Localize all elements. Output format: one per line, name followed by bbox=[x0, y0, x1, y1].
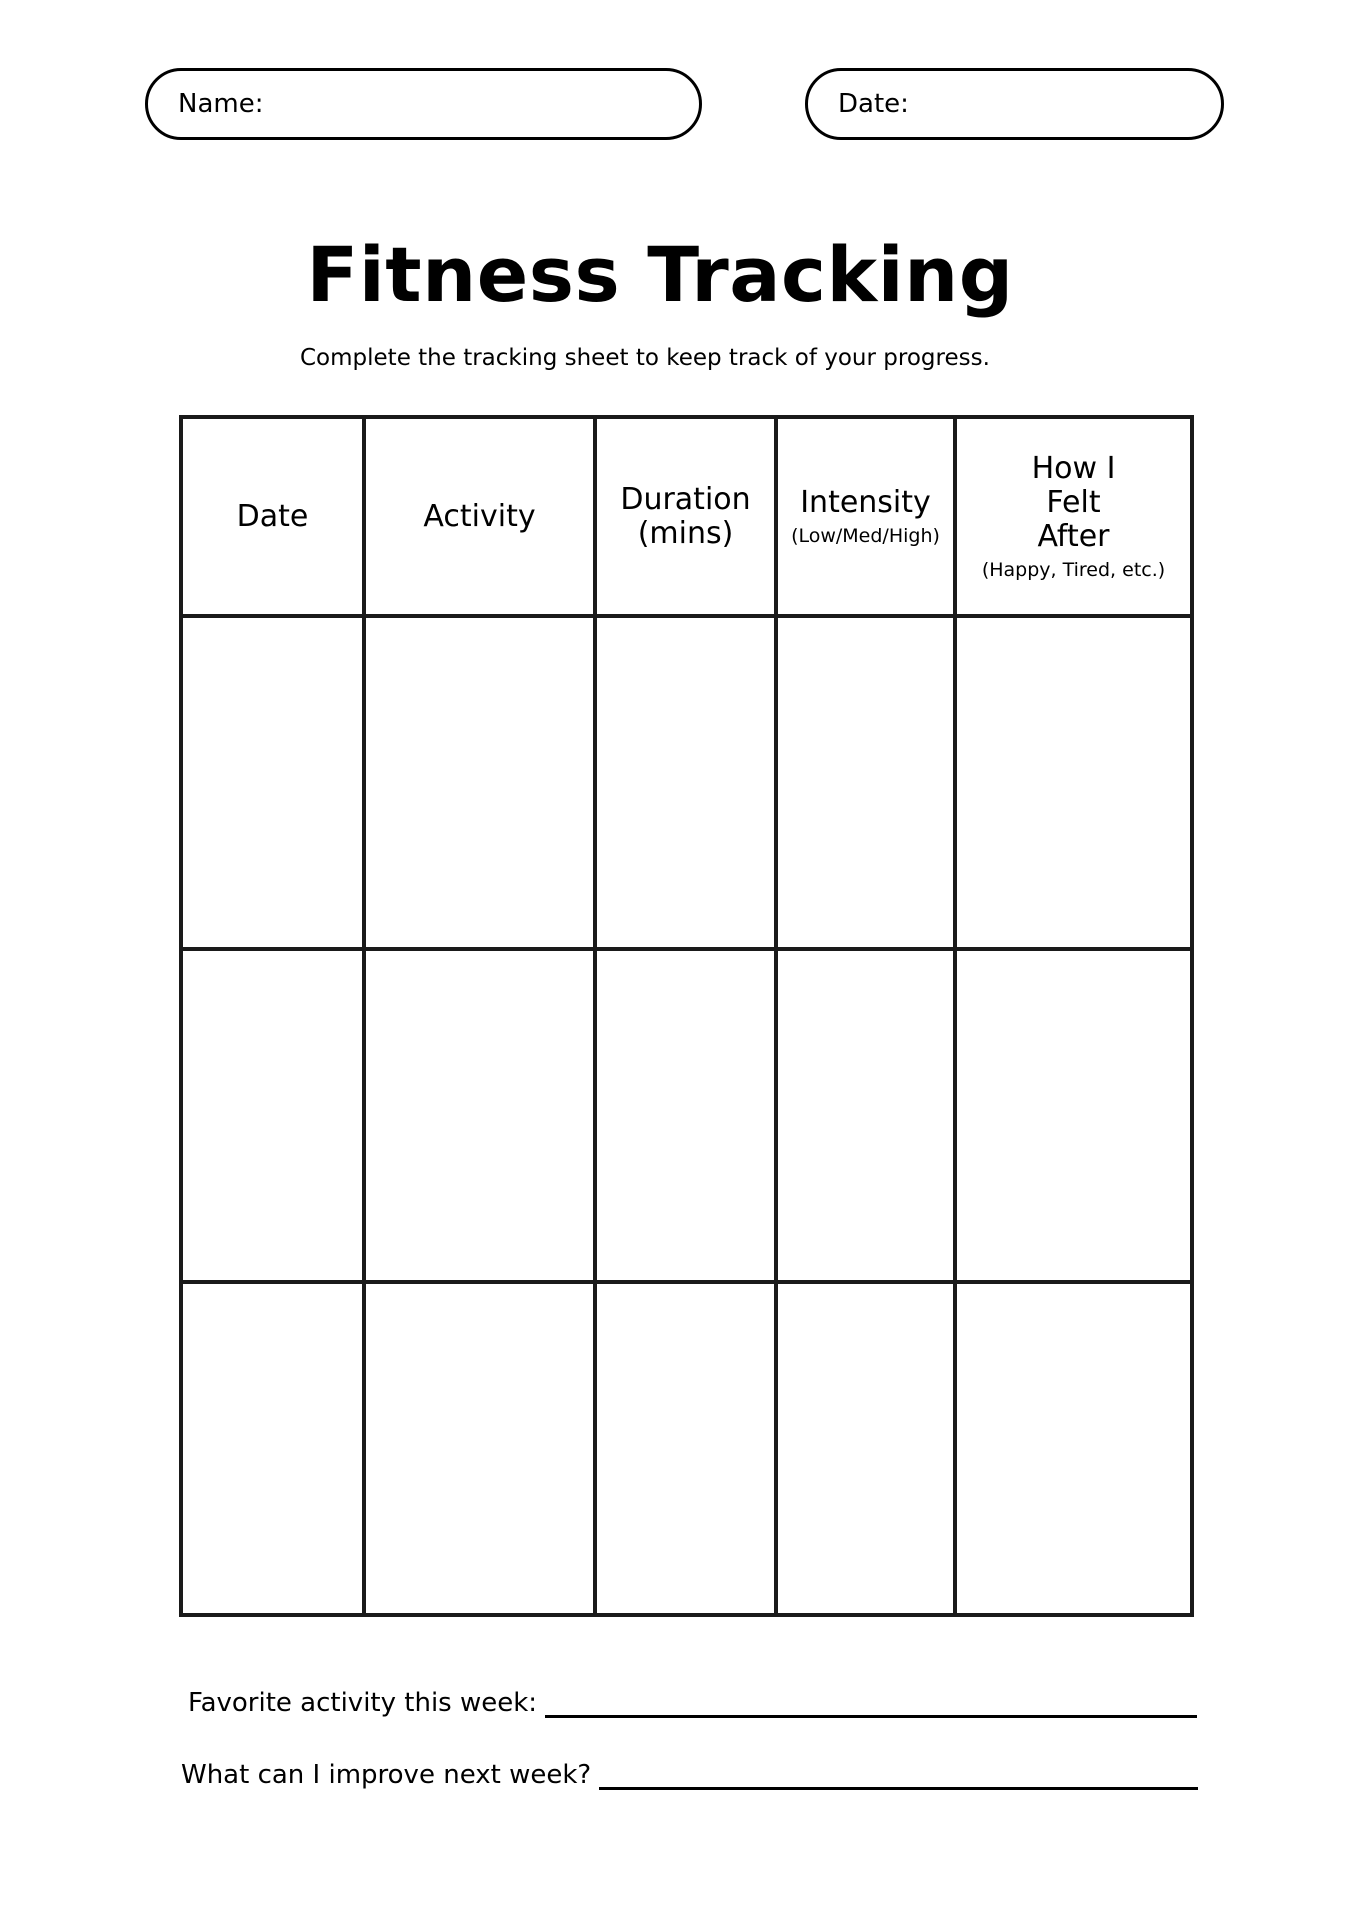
col-header-intensity bbox=[776, 417, 955, 616]
table-cell-duration[interactable] bbox=[595, 949, 776, 1282]
table-cell-date[interactable] bbox=[181, 949, 364, 1282]
date-field[interactable] bbox=[805, 68, 1224, 140]
table-cell-intensity[interactable] bbox=[776, 949, 955, 1282]
improve-label: What can I improve next week? bbox=[181, 1760, 592, 1790]
col-header-label: How I Felt After bbox=[1031, 450, 1116, 554]
favorite-activity-prompt bbox=[188, 1688, 1197, 1718]
favorite-activity-label: Favorite activity this week: bbox=[188, 1688, 538, 1718]
table-cell-felt[interactable] bbox=[955, 1282, 1192, 1615]
table-cell-date[interactable] bbox=[181, 1282, 364, 1615]
col-header-label: Activity bbox=[423, 498, 536, 534]
tracking-table bbox=[179, 415, 1194, 1617]
table-cell-intensity[interactable] bbox=[776, 616, 955, 949]
col-header-label: Duration (mins) bbox=[620, 481, 751, 551]
table-header-row bbox=[181, 417, 1192, 616]
col-header-sublabel: (Happy, Tired, etc.) bbox=[981, 558, 1166, 581]
table-cell-felt[interactable] bbox=[955, 949, 1192, 1282]
table-cell-activity[interactable] bbox=[364, 616, 595, 949]
col-header-activity bbox=[364, 417, 595, 616]
table-cell-activity[interactable] bbox=[364, 1282, 595, 1615]
col-header-label: Date bbox=[236, 498, 309, 534]
col-header-felt bbox=[955, 417, 1192, 616]
improve-answer-line[interactable] bbox=[599, 1761, 1198, 1790]
table-cell-activity[interactable] bbox=[364, 949, 595, 1282]
table-row bbox=[181, 949, 1192, 1282]
table-row bbox=[181, 616, 1192, 949]
table-cell-duration[interactable] bbox=[595, 616, 776, 949]
table-cell-duration[interactable] bbox=[595, 1282, 776, 1615]
date-label: Date: bbox=[838, 89, 909, 119]
table-row bbox=[181, 1282, 1192, 1615]
page-subtitle: Complete the tracking sheet to keep track of your progress. bbox=[300, 345, 990, 371]
favorite-activity-answer-line[interactable] bbox=[545, 1689, 1197, 1718]
name-field[interactable] bbox=[145, 68, 702, 140]
col-header-duration bbox=[595, 417, 776, 616]
col-header-label: Intensity bbox=[800, 484, 931, 520]
table-cell-date[interactable] bbox=[181, 616, 364, 949]
name-label: Name: bbox=[178, 89, 264, 119]
improve-prompt bbox=[181, 1760, 1198, 1790]
col-header-sublabel: (Low/Med/High) bbox=[791, 524, 940, 547]
page-title: Fitness Tracking bbox=[306, 230, 1014, 319]
col-header-date bbox=[181, 417, 364, 616]
table-cell-felt[interactable] bbox=[955, 616, 1192, 949]
table-cell-intensity[interactable] bbox=[776, 1282, 955, 1615]
